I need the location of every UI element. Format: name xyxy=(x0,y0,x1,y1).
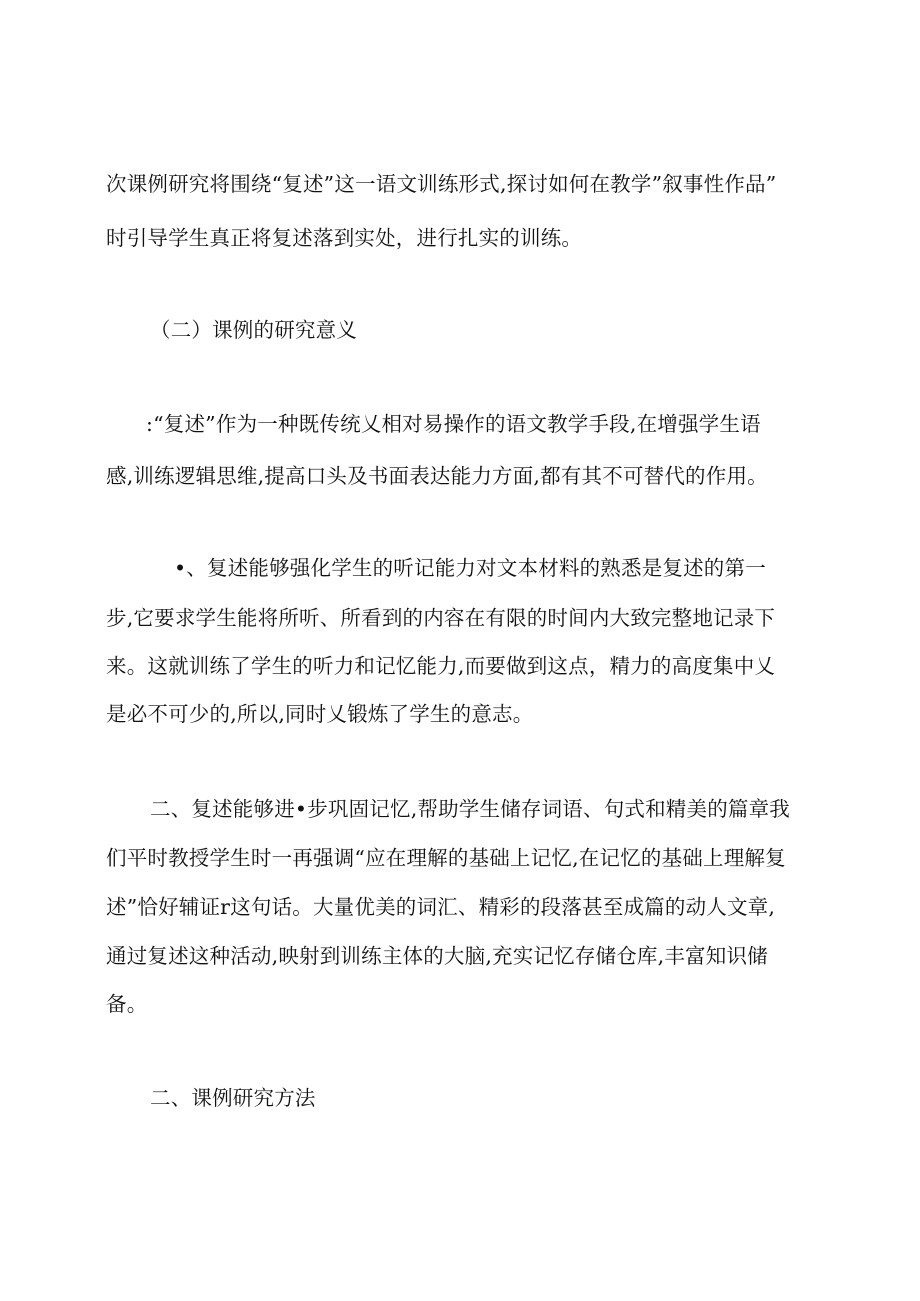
point-two-line-4: 通过复述这种活动,映射到训练主体的大脑,充实记忆存储仓库,丰富知识储 xyxy=(106,944,768,968)
intro-line-1: 次课例研究将围绕“复述”这一语文训练形式,探讨如何在教学”叙事性作品” xyxy=(106,172,777,196)
heading-research-method: 二、课例研究方法 xyxy=(150,1086,316,1110)
heading-research-significance: （二）课例的研究意义 xyxy=(150,318,357,342)
point-one-line-3: 来。这就训练了学生的听力和记忆能力,而要做到这点，精力的高度集中乂 xyxy=(106,654,776,678)
point-two-line-2: 们平时教授学生时一再强调“应在理解的基础上记忆,在记忆的基础上理解复 xyxy=(106,846,786,870)
intro-line-2: 时引导学生真正将复述落到实处，进行扎实的训练。 xyxy=(106,226,583,250)
point-one-line-1: •、复述能够强化学生的听记能力对文本材料的熟悉是复述的第一 xyxy=(174,556,766,580)
significance-line-1: :“复述”作为一种既传统乂相对易操作的语文教学手段,在增强学生语 xyxy=(146,412,761,436)
point-one-line-2: 步,它要求学生能将所听、所看到的内容在有限的时间内大致完整地记录下 xyxy=(106,606,776,630)
point-two-line-3: 述”恰好辅证r这句话。大量优美的词汇、精彩的段落甚至成篇的动人文章, xyxy=(106,895,776,919)
point-two-line-1: 二、复述能够进•步巩固记忆,帮助学生储存词语、句式和精美的篇章我 xyxy=(150,797,791,821)
point-two-line-5: 备。 xyxy=(106,992,148,1016)
significance-line-2: 感,训练逻辑思维,提高口头及书面表达能力方面,都有其不可替代的作用。 xyxy=(106,464,768,488)
point-one-line-4: 是必不可少的,所以,同时乂锻炼了学生的意志。 xyxy=(106,702,534,726)
